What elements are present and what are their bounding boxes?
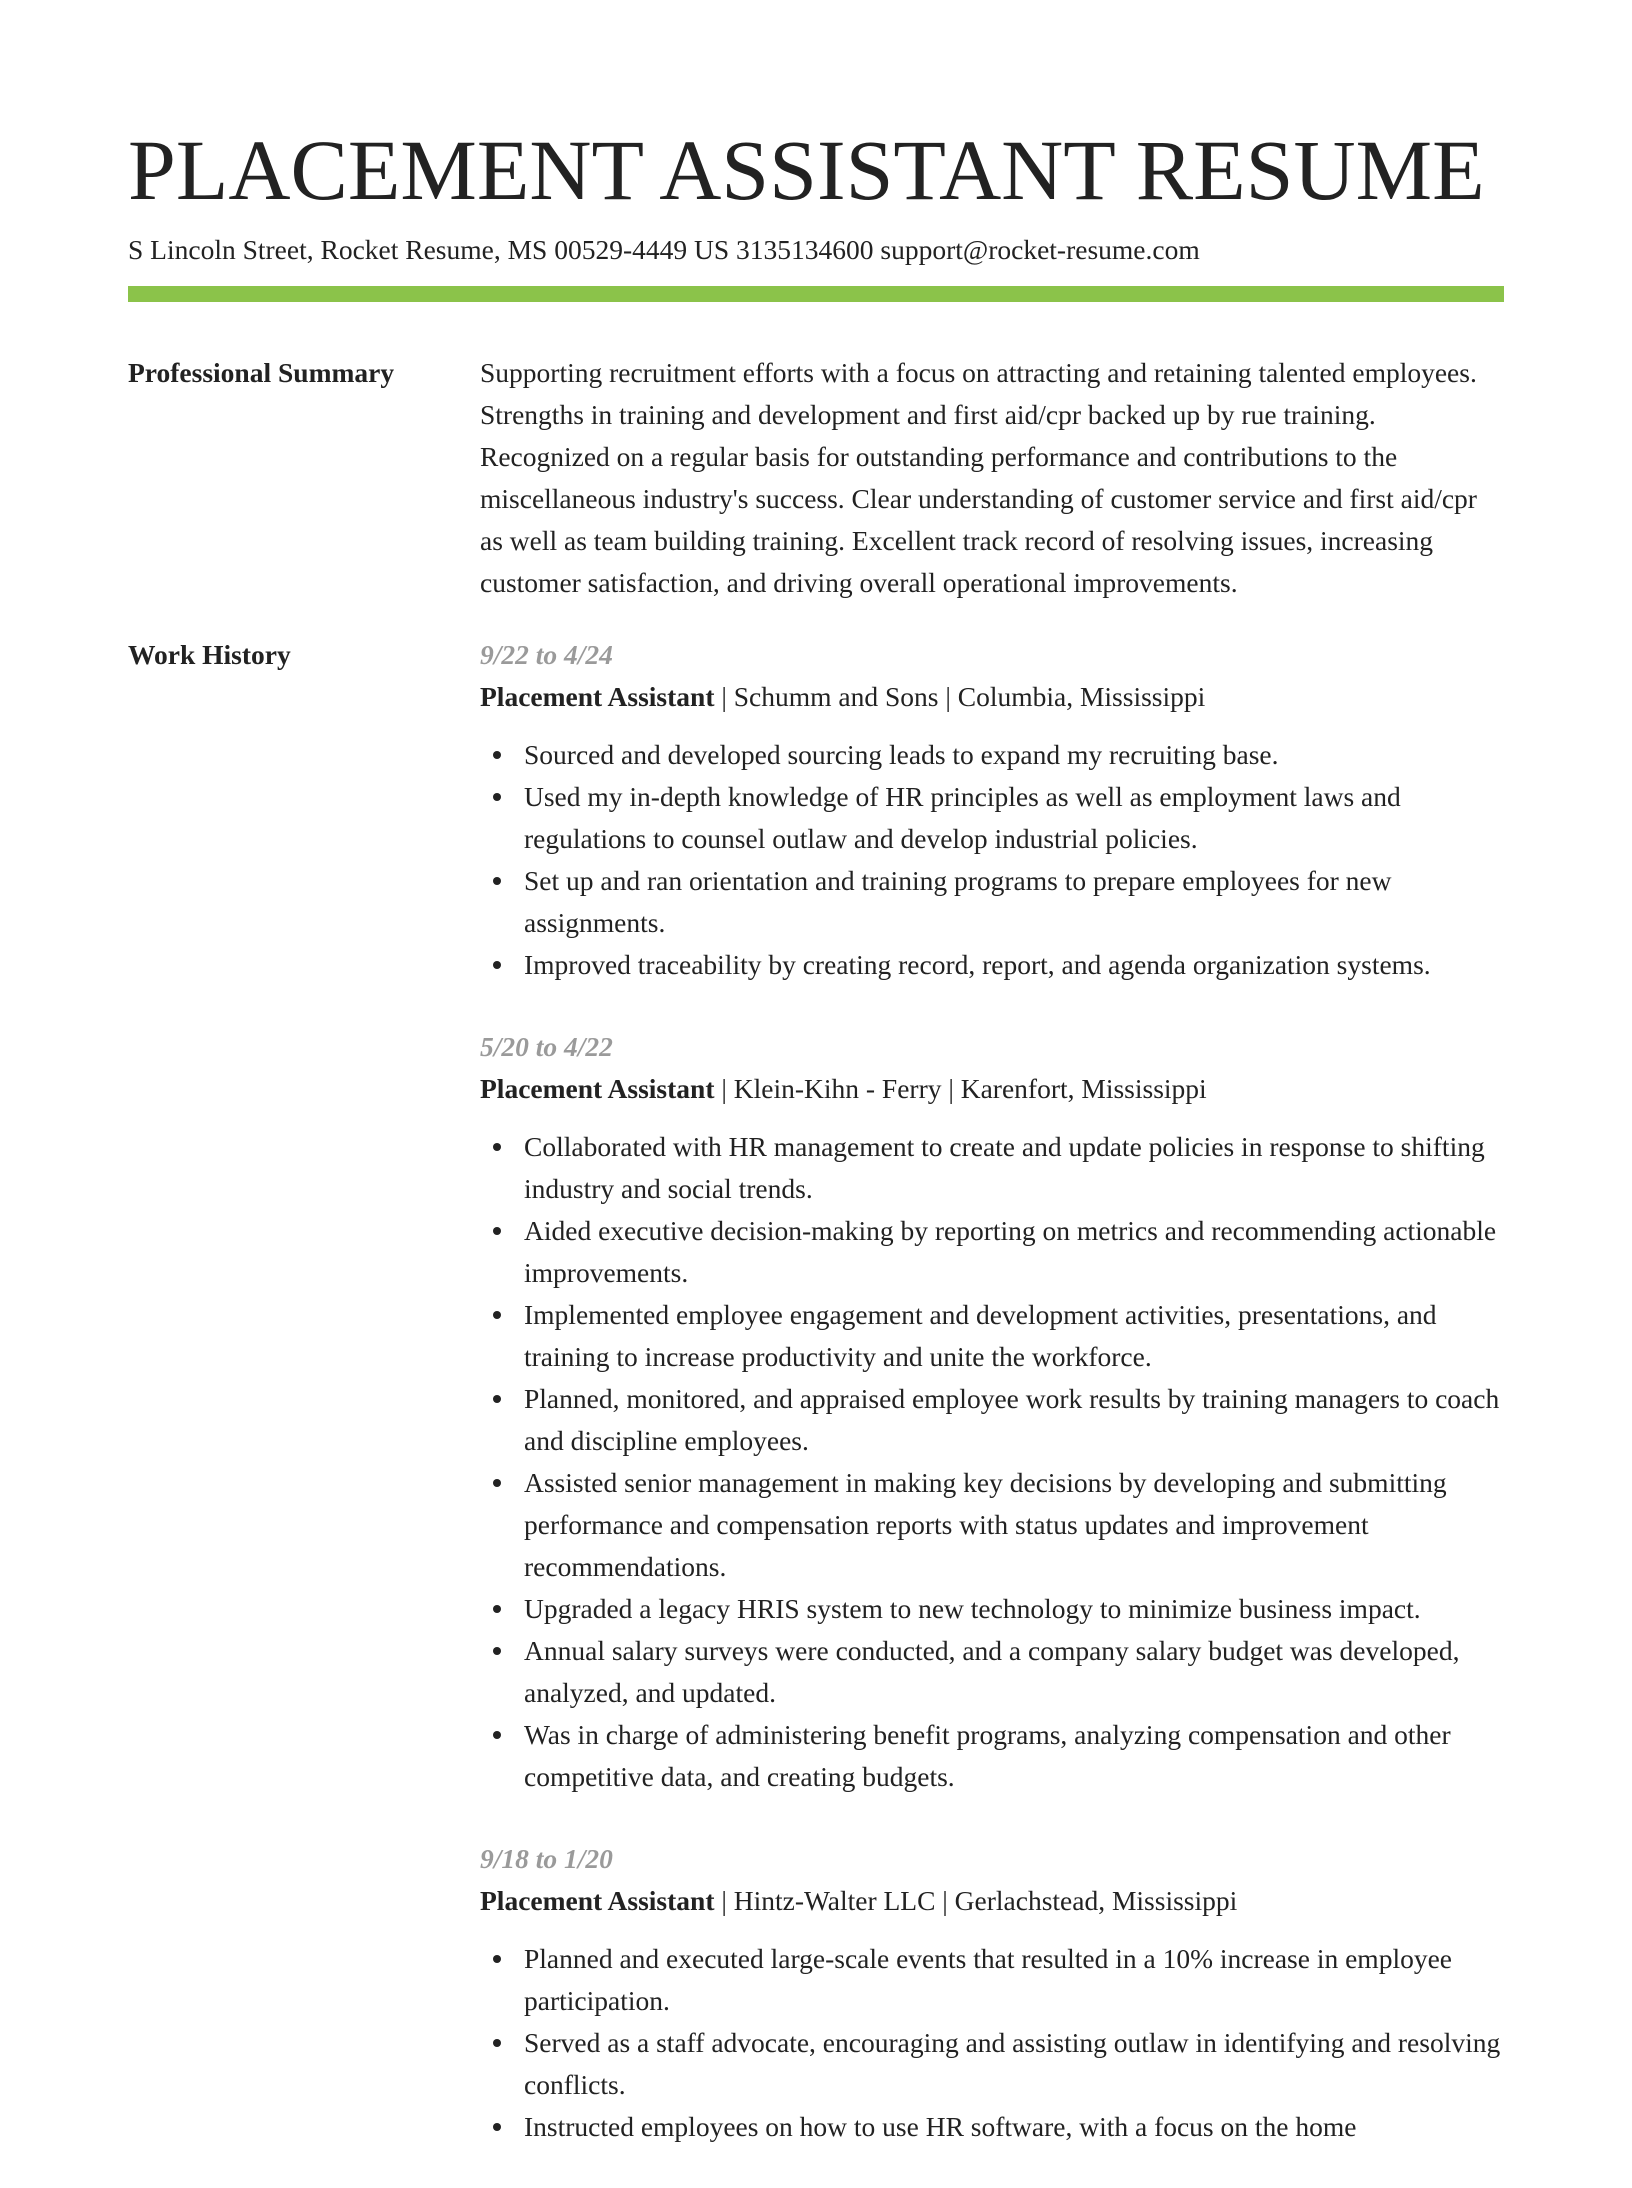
job-heading [480,676,1504,718]
bullet-item: Set up and ran orientation and training programs to prepare employees for new assignments. [524,860,1504,944]
bullet-item: Aided executive decision-making by reporting on metrics and recommending actionable improvements. [524,1210,1504,1294]
job-details: | Schumm and Sons | Columbia, Mississippi [714,681,1206,712]
bullet-item: Served as a staff advocate, encouraging and assisting outlaw in identifying and resolving conflicts. [524,2022,1504,2106]
bullet-item: Upgraded a legacy HRIS system to new technology to minimize business impact. [524,1588,1504,1630]
job-heading [480,1880,1504,1922]
bullet-item: Assisted senior management in making key decisions by developing and submitting performance and compensation reports with status updates and improvement recommendations. [524,1462,1504,1588]
bullet-item: Improved traceability by creating record, report, and agenda organization systems. [524,944,1504,986]
job-bullets [480,1938,1504,2148]
summary-text: Supporting recruitment efforts with a focus on attracting and retaining talented employees. Strengths in training and development and first aid/cpr backed up by rue training. Recognized on a regular basis for outstanding performance and contributions to the miscellaneous industry's success. Clear understanding of customer service and first aid/cpr as well as team building training. Excellent track record of resolving issues, increasing customer satisfaction, and driving overall operational improvements. [480,357,1477,598]
job-bullets [480,734,1504,986]
job-bullets [480,1126,1504,1798]
bullet-item: Planned, monitored, and appraised employee work results by training managers to coach and discipline employees. [524,1378,1504,1462]
work-history-list [480,634,1504,2188]
job-entry [480,634,1504,986]
job-title: Placement Assistant [480,1073,715,1104]
resume-title: PLACEMENT ASSISTANT RESUME [128,122,1485,218]
bullet-item: Collaborated with HR management to create and update policies in response to shifting industry and social trends. [524,1126,1504,1210]
section-label-work-history: Work History [128,639,291,670]
bullet-item: Annual salary surveys were conducted, and a company salary budget was developed, analyzed, and updated. [524,1630,1504,1714]
bullet-item: Implemented employee engagement and development activities, presentations, and training to increase productivity and unite the workforce. [524,1294,1504,1378]
accent-divider [128,286,1504,302]
job-details: | Klein-Kihn - Ferry | Karenfort, Mississippi [714,1073,1207,1104]
professional-summary-section [128,352,1504,604]
section-label-summary: Professional Summary [128,357,395,388]
job-details: | Hintz-Walter LLC | Gerlachstead, Mississippi [714,1885,1238,1916]
job-dates: 9/18 to 1/20 [480,1843,613,1874]
contact-line: S Lincoln Street, Rocket Resume, MS 00529-4449 US 3135134600 support@rocket-resume.com [128,234,1200,265]
bullet-item: Was in charge of administering benefit programs, analyzing compensation and other competitive data, and creating budgets. [524,1714,1504,1798]
job-title: Placement Assistant [480,681,715,712]
job-dates: 5/20 to 4/22 [480,1031,613,1062]
job-dates: 9/22 to 4/24 [480,639,613,670]
bullet-item: Sourced and developed sourcing leads to expand my recruiting base. [524,734,1504,776]
work-history-section [128,634,1504,2188]
resume-page [128,0,1504,2188]
bullet-item: Instructed employees on how to use HR software, with a focus on the home [524,2106,1504,2148]
job-entry [480,1838,1504,2148]
bullet-item: Used my in-depth knowledge of HR principles as well as employment laws and regulations to counsel outlaw and develop industrial policies. [524,776,1504,860]
job-title: Placement Assistant [480,1885,715,1916]
job-heading [480,1068,1504,1110]
job-entry [480,1026,1504,1798]
bullet-item: Planned and executed large-scale events that resulted in a 10% increase in employee participation. [524,1938,1504,2022]
